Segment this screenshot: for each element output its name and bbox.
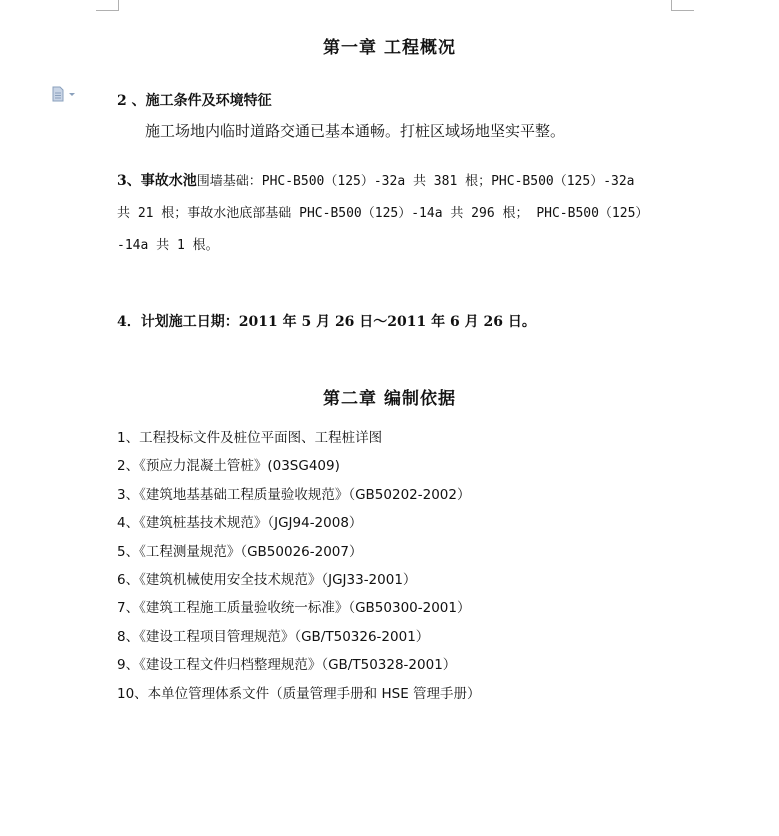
list-item: 9、《建设工程文件归档整理规范》（GB/T50328-2001） xyxy=(117,657,457,674)
list-item: 7、《建筑工程施工质量验收统一标准》（GB50300-2001） xyxy=(117,600,471,617)
page-corner-mark-right xyxy=(671,0,694,11)
section-4-schedule: 4．计划施工日期：2011 年 5 月 26 日～2011 年 6 月 26 日。 xyxy=(117,314,536,330)
section-3-line-1 xyxy=(117,170,635,190)
chapter-1-title: 第一章 工程概况 xyxy=(323,38,456,58)
section-2-body: 施工场地内临时道路交通已基本通畅。打桩区域场地坚实平整。 xyxy=(145,122,566,140)
list-item: 3、《建筑地基基础工程质量验收规范》（GB50202-2002） xyxy=(117,486,471,503)
section-2-heading: 2 、施工条件及环境特征 xyxy=(117,93,272,109)
list-item: 4、《建筑桩基技术规范》（JGJ94-2008） xyxy=(117,515,363,532)
list-item: 1、工程投标文件及桩位平面图、工程桩详图 xyxy=(117,430,383,446)
page-corner-mark-left xyxy=(96,0,119,11)
list-item: 6、《建筑机械使用安全技术规范》（JGJ33-2001） xyxy=(117,571,417,588)
list-item: 8、《建设工程项目管理规范》（GB/T50326-2001） xyxy=(117,628,430,645)
list-item: 10、本单位管理体系文件（质量管理手册和 HSE 管理手册） xyxy=(117,685,481,702)
section-3-label: 3、事故水池 xyxy=(117,173,197,189)
section-3-line-3: -14a 共 1 根。 xyxy=(117,238,219,253)
reference-list xyxy=(117,427,481,711)
document-options-icon[interactable] xyxy=(52,86,80,102)
section-3-line-1-text: 围墙基础：PHC-B500（125）-32a 共 381 根；PHC-B500（125）-32a xyxy=(196,174,635,189)
chapter-2-title: 第二章 编制依据 xyxy=(323,389,456,409)
list-item: 2、《预应力混凝土管桩》(03SG409) xyxy=(117,458,340,475)
list-item: 5、《工程测量规范》（GB50026-2007） xyxy=(117,543,363,560)
section-3-line-2: 共 21 根；事故水池底部基础 PHC-B500（125）-14a 共 296 根； PHC-B500（125） xyxy=(117,206,649,221)
